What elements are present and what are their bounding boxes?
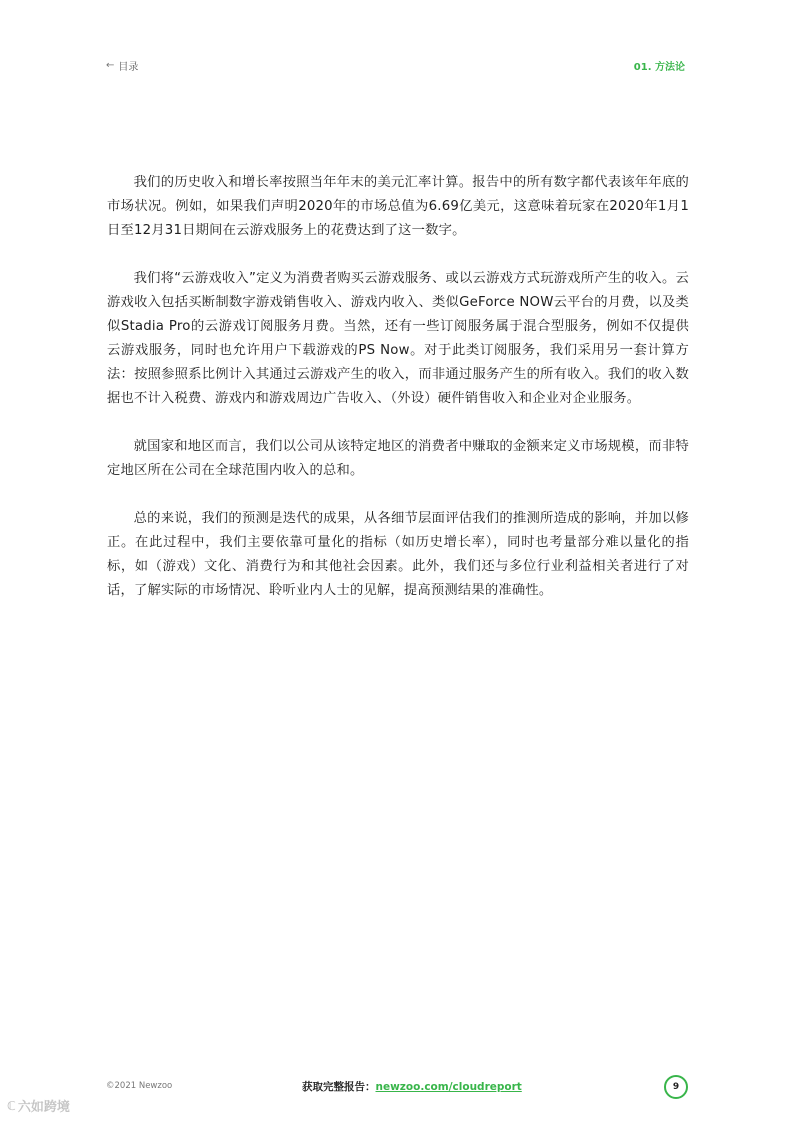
- body-text: [107, 171, 689, 627]
- report-prefix: 获取完整报告：: [302, 1081, 376, 1093]
- watermark-text: 六如跨境: [17, 1100, 70, 1115]
- paragraph-revenue-definition: 我们将“云游戏收入”定义为消费者购买云游戏服务、或以云游戏方式玩游戏所产生的收入。云游戏收入包括买断制数字游戏销售收入、游戏内收入、类似GeForce NOW云平台的月费，以及类似Stadia Pro的云游戏订阅服务月费。当然，还有一些订阅服务属于混合型服务，例如不仅提供云游戏服务，同时也允许用户下载游戏的PS Now。对于此类订阅服务，我们采用另一套计算方法：按照参照系比例计入其通过云游戏产生的收入，而非通过服务产生的所有收入。我们的收入数据也不计入税费、游戏内和游戏周边广告收入、（外设）硬件销售收入和企业对企业服务。: [107, 271, 689, 406]
- back-arrow-icon: ←: [106, 60, 115, 71]
- toc-back-link[interactable]: [106, 58, 138, 73]
- paragraph-exchange-rate: 我们的历史收入和增长率按照当年年末的美元汇率计算。报告中的所有数字都代表该年年底的市场状况。例如，如果我们声明2020年的市场总值为6.69亿美元，这意味着玩家在2020年1月1日至12月31日期间在云游戏服务上的花费达到了这一数字。: [107, 175, 689, 238]
- page-number: 9: [672, 1082, 680, 1092]
- paragraph-regions: 就国家和地区而言，我们以公司从该特定地区的消费者中赚取的金额来定义市场规模，而非特定地区所在公司在全球范围内收入的总和。: [107, 439, 689, 478]
- paragraph-forecast: 总的来说，我们的预测是迭代的成果，从各细节层面评估我们的推测所造成的影响，并加以修正。在此过程中，我们主要依靠可量化的指标（如历史增长率），同时也考量部分难以量化的指标，如（游戏）文化、消费行为和其他社会因素。此外，我们还与多位行业利益相关者进行了对话，了解实际的市场情况、聆听业内人士的见解，提高预测结果的准确性。: [107, 511, 689, 598]
- watermark: [7, 1096, 70, 1115]
- report-link[interactable]: newzoo.com/cloudreport: [375, 1081, 522, 1093]
- copyright: ©2021 Newzoo: [106, 1081, 173, 1091]
- report-cta: [302, 1079, 522, 1094]
- page-number-badge: [664, 1075, 688, 1099]
- watermark-logo-icon: ℂ: [7, 1098, 15, 1113]
- section-title: 01. 方法论: [633, 62, 685, 73]
- toc-label: 目录: [118, 62, 139, 73]
